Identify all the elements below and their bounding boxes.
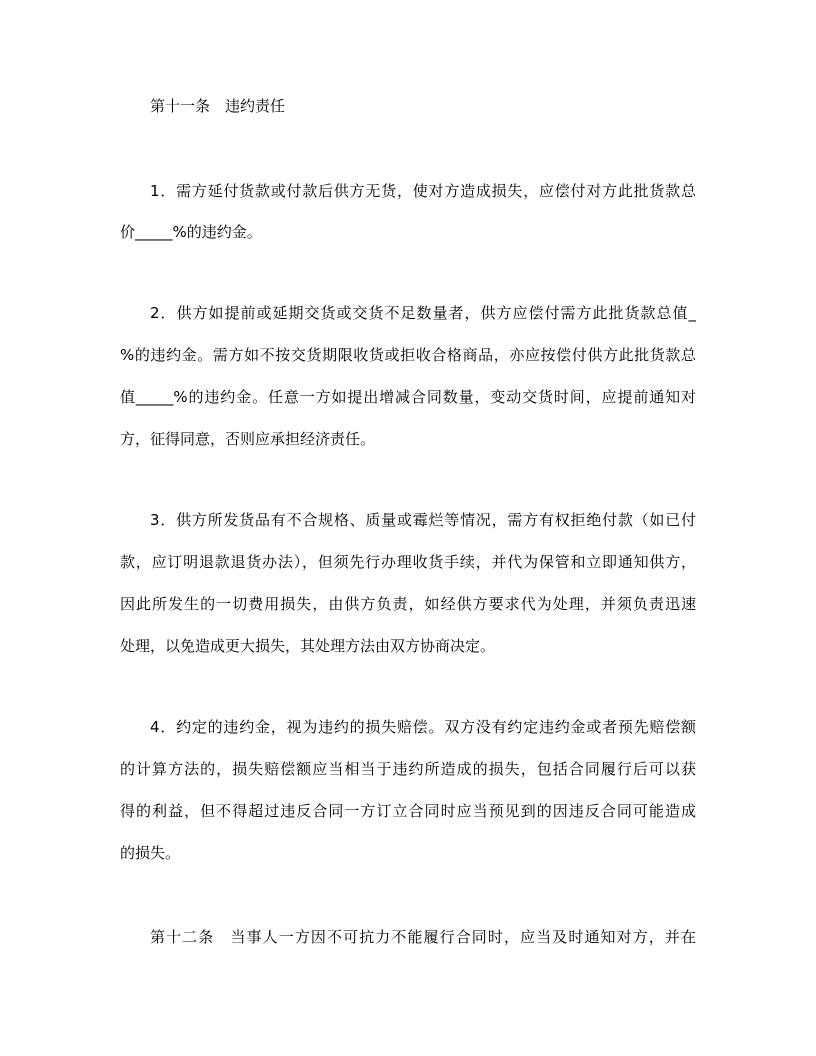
clause-3-line-4: 处理，以免造成更大损失，其处理方法由双方协商决定。	[120, 637, 496, 655]
clause-4-line-2: 的计算方法的，损失赔偿额应当相当于违约所造成的损失，包括合同履行后可以获	[120, 760, 696, 778]
clause-2-line-4: 方，征得同意，否则应承担经济责任。	[120, 430, 376, 448]
article-11-heading: 第十一条 违约责任	[150, 97, 286, 115]
clause-3-line-2: 款，应订明退款退货办法），但须先行办理收货手续，并代为保管和立即通知供方，	[120, 553, 696, 571]
clause-2-line-1: 2．供方如提前或延期交货或交货不足数量者，供方应偿付需方此批货款总值_	[150, 304, 696, 322]
clause-1-line-2: 价_____%的违约金。	[120, 223, 262, 241]
clause-2-line-3: 值_____%的违约金。任意一方如提出增减合同数量，变动交货时间，应提前通知对	[120, 388, 696, 406]
clause-1-line-1: 1．需方延付货款或付款后供方无货，使对方造成损失，应偿付对方此批货款总	[150, 182, 696, 200]
clause-2-line-2: %的违约金。需方如不按交货期限收货或拒收合格商品，亦应按偿付供方此批货款总	[120, 346, 696, 364]
clause-4-line-4: 的损失。	[120, 844, 181, 862]
article-12-line-1: 第十二条 当事人一方因不可抗力不能履行合同时，应当及时通知对方，并在	[150, 928, 696, 946]
clause-4-line-1: 4．约定的违约金，视为违约的损失赔偿。双方没有约定违约金或者预先赔偿额	[150, 718, 696, 736]
clause-3-line-3: 因此所发生的一切费用损失，由供方负责，如经供方要求代为处理，并须负责迅速	[120, 595, 696, 613]
clause-4-line-3: 得的利益，但不得超过违反合同一方订立合同时应当预见到的因违反合同可能造成	[120, 802, 696, 820]
clause-3-line-1: 3．供方所发货品有不合规格、质量或霉烂等情况，需方有权拒绝付款（如已付	[150, 511, 696, 529]
